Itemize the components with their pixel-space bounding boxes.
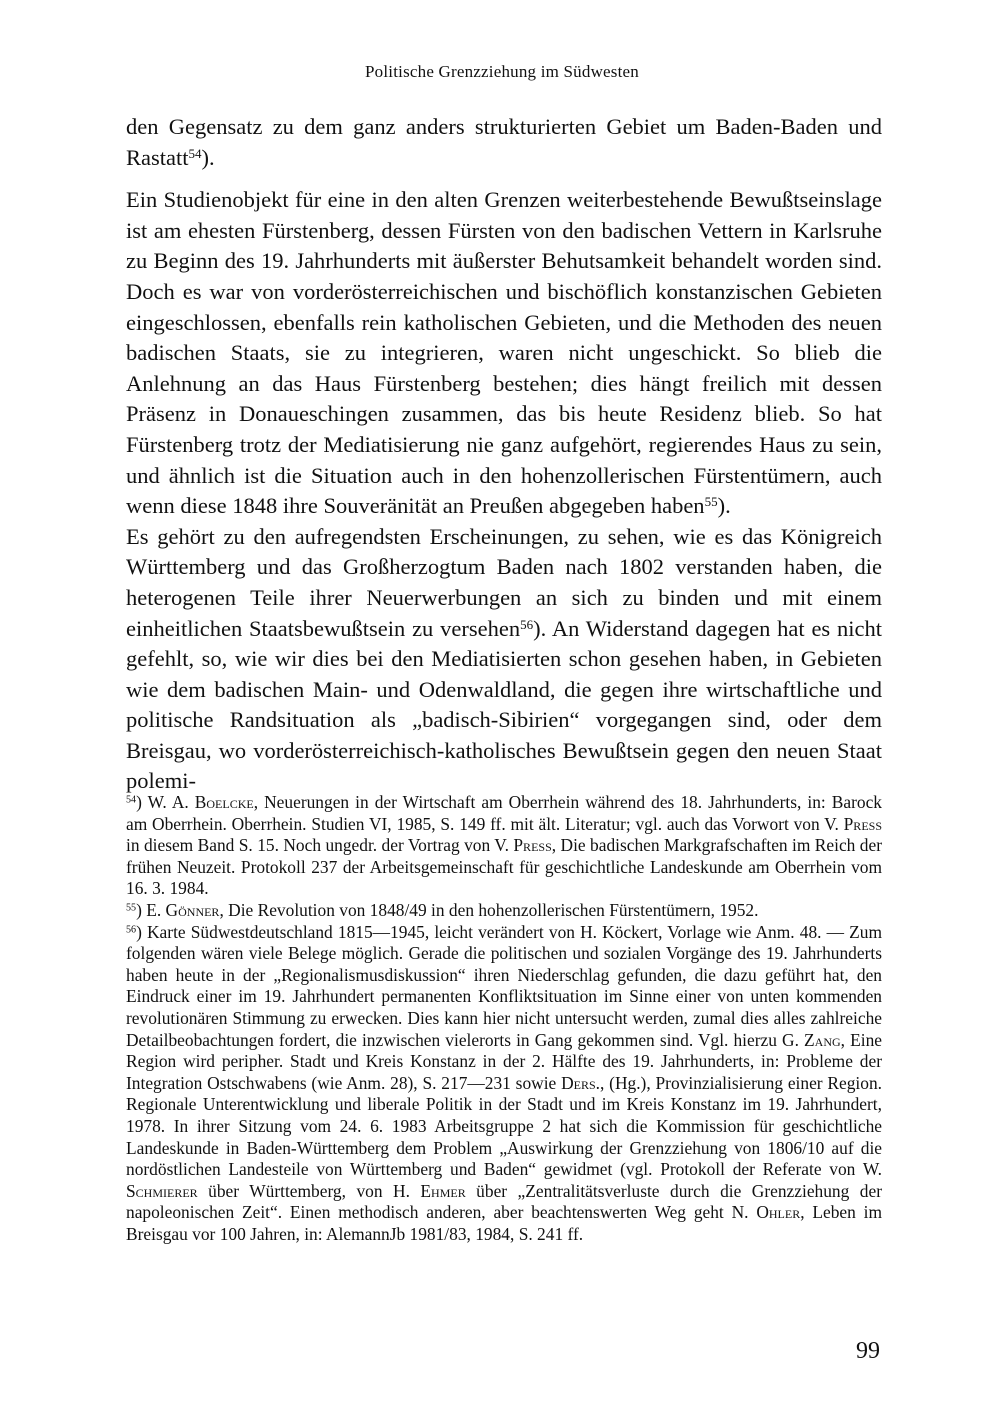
footnote-56-text: ) Karte Südwestdeutschland 1815—1945, leicht verändert von H. Köckert, Vorlage wie Anm. 48. — Zum folgenden wären viele Belege möglich. Gerade die politischen und sozialen Vorgänge des 19. Jahrhunderts haben heute in der „Regionalismusdiskussion“ ihren Niederschlag gefunden, die dazu geführt hat, den Eindruck einer im 19. Jahrhundert permanenten Konfliktsituation im Sinne einer von unten kommenden revolutionären Stimmung zu erwecken. Dies kann hier nicht untersucht werden, zumal dies alles zahlreiche Detailbeobachtungen fordert, die inzwischen vielerorts in Gang gekommen sind. Vgl. hierzu G. (126, 921, 882, 1050)
paragraph-2-tail: ). (717, 493, 731, 519)
paragraph-2-text: Ein Studienobjekt für eine in den alten Grenzen weiterbestehende Bewußtseinslage ist am ehesten Fürstenberg, dessen Fürsten von den badischen Vettern in Karlsruhe zu Beginn des 19. Jahrhunderts mit äußerster Behutsamkeit behandelt worden sind. Doch es war von vorderösterreichischen und bischöflich konstanzischen Gebieten eingeschlossen, ebenfalls rein katholischen Gebieten, und die Methoden des neuen badischen Staats, sie zu integrieren, waren nicht ungeschickt. So blieb die Anlehnung an das Haus Fürstenberg bestehen; dies hängt freilich mit dessen Präsenz in Donaueschingen zusammen, das bis heute Residenz blieb. So hat Fürstenberg trotz der Mediatisierung nie ganz aufgehört, regierendes Haus zu sein, und ähnlich ist die Situation auch in den hohenzollerischen Fürstentümern, auch wenn diese 1848 ihre Souveränität an Preußen abgegeben haben (126, 187, 882, 519)
author-name: Schmierer (126, 1180, 198, 1201)
author-name: Press (513, 835, 552, 856)
author-name: Press (843, 813, 882, 834)
footnote-56-text: , Leben im Breisgau vor 100 Jahren, in: AlemannJb 1981/83, 1984, S. 241 ff. (126, 1202, 882, 1244)
footnote-ref-55[interactable]: 55 (704, 493, 718, 509)
footnotes (126, 792, 882, 1245)
footnote-marker-56: 56 (126, 924, 137, 936)
paragraph-1 (126, 112, 882, 173)
footnote-56-text: , (Hg.), Provinzialisierung einer Region. Regionale Unterentwicklung und liberale Politik in der Stadt und im Kreis Konstanz im 19. Jahrhundert, 1978. In ihrer Sitzung vom 24. 6. 1983 Arbeitsgruppe 2 hat sich die Kommission für geschichtliche Landeskunde in Baden-Württemberg dem Problem „Auswirkung der Grenzziehung von 1806/10 auf die nordöstlichen Landesteile von Württemberg und Baden“ gewidmet (vgl. Protokoll der Referate von W. (126, 1072, 882, 1180)
footnote-55-text: , Die Revolution von 1848/49 in den hohenzollerischen Fürstentümern, 1952. (219, 899, 759, 920)
footnote-54-text: in diesem Band S. 15. Noch ungedr. der Vortrag von V. (126, 835, 514, 856)
footnote-56-text: über Württemberg, von H. (197, 1180, 421, 1201)
paragraph-3-text-b: ). An Widerstand dagegen hat es nicht gefehlt, so, wie wir dies bei den Mediatisierten schon gesehen haben, in Gebieten wie dem badischen Main- und Odenwaldland, die gegen ihre wirtschaftliche und politische Randsituation als „badisch-Sibirien“ vorgegangen sind, oder dem Breisgau, wo vorderösterreichisch-katholisches Bewußtsein gegen den neuen Staat polemi- (126, 615, 882, 794)
paragraph-1-tail: ). (201, 144, 215, 170)
running-head: Politische Grenzziehung im Südwesten (365, 62, 639, 81)
footnote-56 (126, 922, 882, 1246)
paragraph-1-text: den Gegensatz zu dem ganz anders strukturierten Gebiet um Baden-Baden und Rastatt (126, 114, 882, 170)
author-name: Gönner (165, 899, 220, 920)
footnote-marker-55: 55 (126, 902, 137, 914)
main-text (126, 112, 882, 797)
footnote-56-text: über „Zentralitätsverluste durch die Grenzziehung der napoleonischen Zeit“. Einen methodisch anderen, aber beachtenswerten Weg geht N. (126, 1180, 883, 1223)
paragraph-3-text-a: Es gehört zu den aufregendsten Erscheinungen, zu sehen, wie es das Königreich Württemberg und das Großherzogtum Baden nach 1802 verstanden haben, die heterogenen Teile ihrer Neuerwerbungen an sich zu binden und mit einem einheitlichen Staatsbewußtsein zu versehen (126, 523, 882, 641)
paragraph-2 (126, 185, 882, 522)
author-name: Zang (804, 1029, 841, 1050)
footnote-ref-54[interactable]: 54 (188, 145, 202, 161)
footnote-ref-56[interactable]: 56 (520, 616, 534, 632)
footnote-54-text: , Neuerungen in der Wirtschaft am Oberrhein während des 18. Jahrhunderts, in: Barock am Oberrhein. Oberrhein. Studien VI, 1985, S. 149 ff. mit ält. Literatur; vgl. auch das Vorwort von V. (126, 792, 882, 834)
author-name: Ehmer (420, 1180, 466, 1201)
footnote-55 (126, 900, 882, 922)
page-number: 99 (856, 1338, 880, 1364)
footnote-marker-54: 54 (126, 794, 137, 806)
footnote-54-text: ) W. A. (136, 792, 195, 812)
author-name: Boelcke (194, 792, 254, 812)
paragraph-3 (126, 522, 882, 797)
author-name: Ohler (756, 1202, 801, 1223)
author-name: Ders. (561, 1072, 600, 1093)
footnote-54 (126, 792, 882, 900)
footnote-56-text: , Eine Region wird peripher. Stadt und Kreis Konstanz in der 2. Hälfte des 19. Jahrhunderts, in: Probleme der Integration Ostschwabens (wie Anm. 28), S. 217—231 sowie (126, 1029, 882, 1093)
footnote-54-text: , Die badischen Markgrafschaften im Reich der frühen Neuzeit. Protokoll 237 der Arbeitsgemeinschaft für geschichtliche Landeskunde am Oberrhein vom 16. 3. 1984. (126, 835, 882, 899)
footnote-55-text: ) E. (136, 899, 166, 920)
